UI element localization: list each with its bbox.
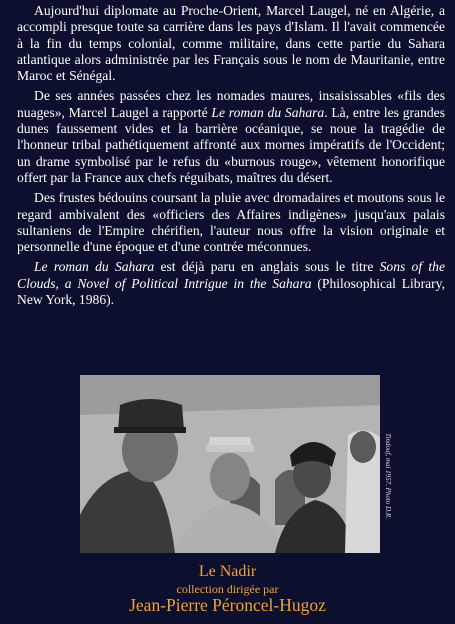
paragraph-3-text: Des frustes bédouins coursant la pluie avec dromadaires et moutons sous le regard ambivalent des «officiers des Affaires indigènes» jusqu'aux palais sultaniens de l'Empire chérifien, l'auteur nous offre la vision originale et personnelle d'une époque et d'une contrée méconnues.	[17, 190, 445, 255]
paragraph-2-text-a: De ses années passées chez les nomades maures, insaisissables «fils des nuages», Marcel Laugel a rapporté	[17, 88, 445, 120]
paragraph-4-text-b: (Philosophical Library, New York, 1986).	[17, 275, 445, 308]
paragraph-3	[17, 190, 445, 255]
photo-caption: Tindouf, mai 1957. Photo D.R.	[384, 433, 392, 519]
photo-illustration	[80, 375, 380, 553]
paragraph-1-text: Aujourd'hui diplomate au Proche-Orient, Marcel Laugel, né en Algérie, a accompli presque toute sa carrière dans les pays d'Islam. Il l'avait commencée à la fin du temps colonial, comme militaire, dans cette partie du Sahara atlantique alors administrée par les Français sous le nom de Mauritanie, entre Maroc et Sénégal.	[17, 3, 445, 84]
paragraph-2-book-title: Le roman du Sahara	[211, 104, 325, 120]
back-cover-text	[17, 3, 445, 308]
paragraph-4	[17, 259, 445, 308]
paragraph-4-text-a: est déjà paru en anglais sous le titre	[154, 259, 380, 275]
paragraph-1	[17, 3, 445, 84]
collection-label: collection dirigée par	[176, 582, 279, 596]
paragraph-4-book-title: Le roman du Sahara	[34, 259, 155, 275]
collection-director: Jean-Pierre Péroncel-Hugoz	[129, 595, 326, 615]
series-name: Le Nadir	[198, 563, 257, 580]
paragraph-2-text-b: . Là, entre les grandes dunes faussement vides et la barrière océanique, se noue la tragédie de l'honneur tribal pathétiquement affronté aux mornes impératifs de l'Occident; un drame symbolisé par le refus du «burnous rouge», vêtement honorifique offert par la France aux chefs réguibats, maîtres du désert.	[17, 104, 445, 185]
paragraph-4-english-title: Sons of the Clouds, a Novel of Political Intrigue in the Sahara	[17, 259, 445, 291]
cover-photo	[80, 375, 380, 553]
paragraph-2	[17, 88, 445, 186]
